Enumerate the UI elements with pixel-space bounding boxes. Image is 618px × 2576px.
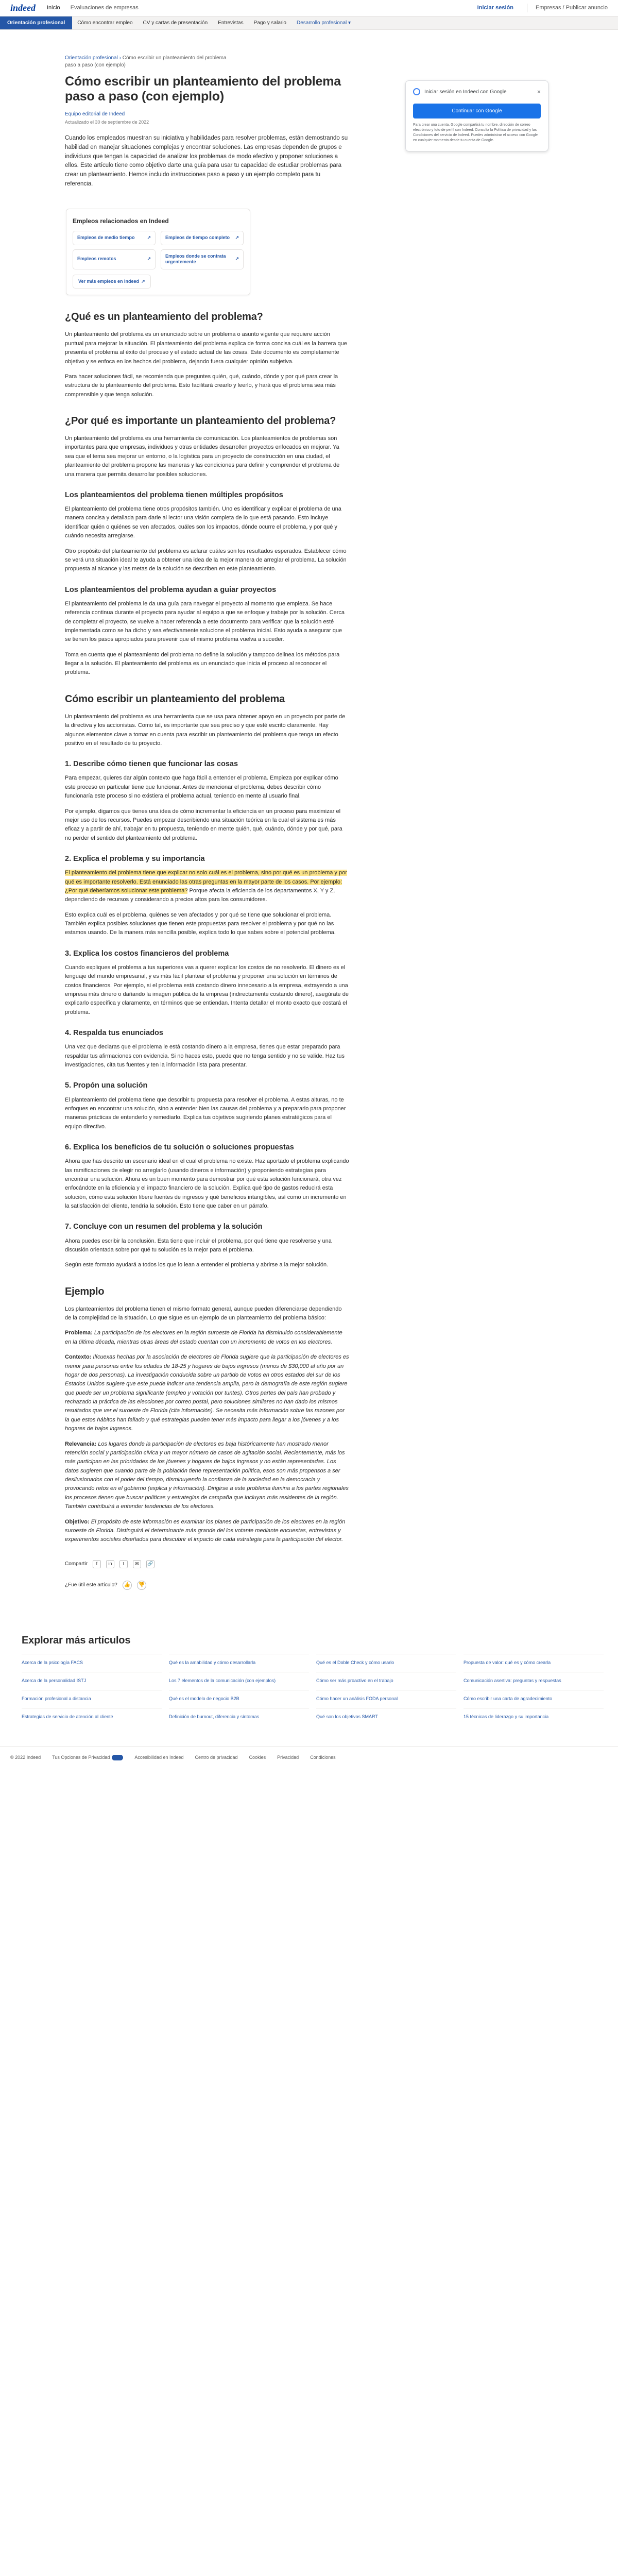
tab-career-development[interactable]: Desarrollo profesional ▾ (297, 20, 351, 26)
explore-link[interactable]: Cómo hacer un análisis FODA personal (316, 1690, 456, 1708)
highlighted-text: El planteamiento del problema tiene que explicar no solo cuál es el problema, sino por qué es un problema y por qué es importante resolverlo. Está enunciado las otras preguntas en la mayor parte de los casos. Por ejemplo: ¿Por qué deberíamos solucionar este problema? (65, 870, 347, 894)
paragraph: Un planteamiento del problema es una herramienta de comunicación. Los planteamientos de problemas son importantes para que empresas, individuos y otras entidades desarrollen proyectos enfocados en mejorar. Ya sea que el tema sea mejorar un entorno, o la logística para un proyecto de construcción en una ciudad, el planteamiento del problema propone las maneras y las condiciones para definir y comprender el problema de una manera que permita desarrollar posibles soluciones. (65, 435, 340, 478)
copyright: © 2022 Indeed (10, 1755, 41, 1760)
privacy-center-link[interactable]: Centro de privacidad (195, 1755, 238, 1760)
paragraph: Según este formato ayudará a todos los que lo lean a entender el problema y abrirse a la mejor solución. (65, 1262, 329, 1268)
breadcrumb-home[interactable]: Orientación profesional (65, 55, 118, 61)
paragraph: Para hacer soluciones fácil, se recomienda que preguntes quién, qué, cuándo, dónde y por qué para crear la estructura de tu planteamiento del problema. Esto facilitará crearlo y leerlo, y hará que el problema sea más comprensible y que tenga solución. (65, 373, 338, 398)
page-footer (0, 1747, 618, 1769)
example-text: El propósito de este información es examinar los planes de participación de los electores en la región suroeste de Florida. Distinguirá el determinante más grande del los votante mediante encuestas, entrevistas y experimentos sociales diseñados para descubrir el impacto de cada estrategia para la participación del elector. (65, 1518, 346, 1543)
share-label: Compartir (65, 1561, 88, 1567)
breadcrumb-current: Cómo escribir un planteamiento del problema paso a paso (con ejemplo) (65, 55, 227, 68)
tab-resumes[interactable]: CV y cartas de presentación (143, 20, 208, 26)
breadcrumb (65, 55, 235, 69)
career-guide-nav (0, 16, 618, 30)
tab-pay[interactable]: Pago y salario (253, 20, 286, 26)
top-header (0, 0, 618, 16)
google-card-header (413, 87, 541, 96)
cookies-link[interactable]: Cookies (249, 1755, 266, 1760)
privacy-choices-label: Tus Opciones de Privacidad (52, 1755, 110, 1760)
explore-link[interactable]: 15 técnicas de liderazgo y su importancia (464, 1708, 604, 1726)
explore-link[interactable]: Formación profesional a distancia (22, 1690, 162, 1708)
explore-link[interactable]: Comunicación asertiva: preguntas y respuestas (464, 1672, 604, 1690)
step-heading: 2. Explica el problema y su importancia (65, 855, 205, 863)
related-jobs-box (66, 209, 250, 296)
twitter-icon[interactable]: t (119, 1560, 128, 1568)
paragraph: Un planteamiento del problema es una herramienta que se usa para obtener apoyo en un proyecto por parte de la directiva y los accionistas. Como tal, es importante que sea preciso y que esté escrito claramente. Hay algunos elementos clave a tomar en cuenta para escribir un planteamiento del problema que tenga un efecto positivo en el resultado de tu proyecto. (65, 713, 346, 747)
privacy-choices-link[interactable] (52, 1754, 123, 1761)
tab-find-job[interactable]: Cómo encontrar empleo (77, 20, 133, 26)
sign-in-link[interactable]: Iniciar sesión (477, 5, 513, 11)
article (65, 30, 349, 1590)
more-jobs-button[interactable] (73, 275, 151, 289)
paragraph: Toma en cuenta que el planteamiento del problema no define la solución y tampoco delinea los métodos para llegar a la solución. El planteamiento del problema es un enunciado que inicia el proceso al reconocer el problema. (65, 651, 340, 676)
step-heading: 1. Describe cómo tienen que funcionar las cosas (65, 760, 238, 769)
step-heading: 4. Respalda tus enunciados (65, 1029, 163, 1038)
paragraph: Ahora puedes escribir la conclusión. Esta tiene que incluir el problema, por qué tiene que resolverse y una discusión orientada sobre por qué tu solución es la mejor para el problema. (65, 1238, 332, 1253)
paragraph: Una vez que declaras que el problema le está costando dinero a la empresa, tienes que estar preparado para respaldar tus afirmaciones con evidencia. Si no haces esto, puede que no tenga sentido y no se valide. Haz tus investigaciones, cita tus fuentes y ten la información lista para presentar. (65, 1044, 345, 1069)
section-heading: ¿Qué es un planteamiento del problema? (65, 311, 263, 323)
facebook-icon[interactable]: f (93, 1560, 101, 1568)
subsection-heading: Los planteamientos del problema ayudan a guiar proyectos (65, 585, 277, 594)
nav-company-reviews[interactable]: Evaluaciones de empresas (70, 5, 139, 11)
top-right (477, 4, 608, 12)
close-icon[interactable]: × (537, 88, 541, 95)
linkedin-icon[interactable]: in (106, 1560, 114, 1568)
related-jobs-title: Empleos relacionados en Indeed (73, 217, 169, 225)
accessibility-link[interactable]: Accesibilidad en Indeed (134, 1755, 184, 1760)
breadcrumb-separator: › (117, 55, 123, 61)
example-label: Problema: (65, 1330, 93, 1336)
paragraph: Otro propósito del planteamiento del problema es aclarar cuáles son los resultados esperados. Establecer cómo se verá una situación ideal te ayuda a obtener una idea de la mejor manera de arreglar el problema. La solución propuesta al alcance y las metas de la solución se describen en este planteamiento. (65, 548, 347, 572)
example-label: Relevancia: (65, 1440, 97, 1447)
google-signin-card (405, 80, 548, 151)
paragraph: El planteamiento del problema tiene que describir tu propuesta para resolver el problema. A estas alturas, no te enfoques en encontrar una solución, sino a entender bien las causas del problema y a prepararlo para proponer maneras prácticas de entenderlo y remediarlo. Explica tus objetivos sugiriendo planes estratégicos para el equipo directivo. (65, 1096, 346, 1130)
step-heading: 6. Explica los beneficios de tu solución o soluciones propuestas (65, 1143, 294, 1152)
example-text: Ilícuexas hechas por la asociación de electores de Florida sugiere que la participación de electores es menor para personas entre los edades de 18-25 y hogares de bajos ingresos (menos de $30,000 al año por un hogar de dos personas). La investigación conducida sobre un partido de votos en otros estados del sur de los Estados Unidos sugiere que este puede indicar una tendencia amplia, pero la demografía de este región sugiere que puede ser un problema significante (empleo y votación por tuntes). Otros partes del país han probado y rechazado la práctica de las elecciones por correo postal, pero soluciones similares no han dado los mismos resultados que ver el suroeste de Florida (cita información). Se necesita más información sobre las razones por la que estos hábitos han fallado y qué estrategias pueden tener más impacto para llegar a los jóvenes y a los hogares de bajos ingresos. (65, 1354, 349, 1432)
paragraph: Ahora que has descrito un escenario ideal en el cual el problema no existe. Haz aportado el problema explicando las ramificaciones de elegir no arreglarlo (usando dineros e información) y proponiendo estrategias para encontrar una solución. Ahora es un buen momento para demostrar por qué esta solución funcionará, otra vez enfocándote en la eficiencia y el impacto financiero de la solución. Explica qué tipo de gastos reducirá esta solución, cómo esta solución libere fuentes de ingresos y qué beneficios intangibles, así como un incremento en la satisfacción del cliente, tendría la solución. Esto tiene que caber en un párrafo. (65, 1158, 349, 1210)
related-job-chip[interactable] (73, 231, 156, 245)
step-heading: 5. Propón una solución (65, 1081, 148, 1090)
related-jobs-grid (73, 231, 244, 269)
thumbs-up-icon[interactable]: 👍 (123, 1581, 132, 1590)
related-job-label: Empleos donde se contrata urgentemente (165, 253, 226, 265)
more-jobs-label: Ver más empleos en Indeed (78, 278, 140, 284)
section-heading: Ejemplo (65, 1285, 105, 1297)
google-icon (413, 88, 420, 95)
explore-link[interactable]: Acerca de la personalidad ISTJ (22, 1672, 162, 1690)
intro-paragraph: Cuando los empleados muestran su iniciativa y habilidades para resolver problemas, están demostrando su habilidad en manejar situaciones complejas y encontrar soluciones. Las empresas dependen de grupos e individuos que tengan la capacidad de analizar los problemas de modo efectivo y proponer soluciones a ellos. Este artículo tiene como objetivo darte una guía para usar tu capacidad de estudiar problemas para crear un planteamiento. Hemos incluido instrucciones paso a paso y un ejemplo completo para tu referencia. (65, 135, 348, 188)
google-card-title: Iniciar sesión en Indeed con Google (424, 89, 507, 95)
external-link-icon: ↗ (147, 256, 151, 262)
explore-link[interactable]: Cómo ser más proactivo en el trabajo (316, 1672, 456, 1690)
explore-link[interactable]: Acerca de la psicología FACS (22, 1654, 162, 1672)
paragraph: Esto explica cuál es el problema, quiénes se ven afectados y por qué se tiene que solucionar el problema. También explica posibles soluciones que tienen este propuestas para resolver el problema y por qué no las estamos usando. De la manera más sencilla posible, explica todo lo que sabes sobre el potencial problema. (65, 911, 336, 936)
explore-link[interactable]: Los 7 elementos de la comunicación (con ejemplos) (169, 1672, 309, 1690)
share-bar (65, 1560, 349, 1568)
external-link-icon: ↗ (141, 278, 145, 284)
section-heading: Cómo escribir un planteamiento del problema (65, 693, 285, 705)
paragraph: Por ejemplo, digamos que tienes una idea de cómo incrementar la eficiencia en un proceso para maximizar el mejor uso de los recursos. Puedes empezar describiendo una situación teórica en la cual el sistema es más eficaz y a partir de ahí, trabajar en tu propuesta, teniendo en mente quién, qué, cuándo, dónde y por qué, para no perder el sentido del planteamiento del problema. (65, 808, 342, 841)
section-heading: ¿Por qué es importante un planteamiento del problema? (65, 415, 336, 427)
paragraph (65, 869, 349, 905)
step-heading: 7. Concluye con un resumen del problema y la solución (65, 1223, 263, 1231)
paragraph: El planteamiento del problema tiene otros propósitos también. Uno es identificar y explicar el problema de una manera concisa y detallada para darle al lector una visión completa de lo que está pasando. Esto incluye identificar quién o quiénes se ven afectados, cuáles son los impactos, dónde ocurre el problema, y por qué y cuándo necesita arreglarse. (65, 506, 341, 539)
example-section (65, 1285, 349, 1545)
explore-link[interactable]: Estrategias de servicio de atención al cliente (22, 1708, 162, 1726)
explore-link[interactable]: Qué es la amabilidad y cómo desarrollarla (169, 1654, 309, 1672)
continue-google-button[interactable]: Continuar con Google (413, 104, 541, 118)
explore-link[interactable]: Definición de burnout, diferencia y síntomas (169, 1708, 309, 1726)
paragraph: El planteamiento del problema le da una guía para navegar el proyecto al momento que empieza. Se hace referencia continua durante el proyecto para ayudar al equipo a que se enfoque y trabaje por la solución. Cerca de completar el proyecto, se vuelve a hacer referencia a este documento para verificar que la solución esté implementada como se ha dicho y sea efectivamente solucione el problema inicial. Esto ayuda a asegurar que se tienen los pasos apropiados para prevenir que el mismo problema vuelva a suceder. (65, 600, 345, 643)
related-job-label: Empleos de tiempo completo (165, 234, 230, 240)
external-link-icon: ↗ (235, 256, 239, 262)
indeed-logo[interactable]: indeed (10, 3, 36, 13)
explore-link[interactable]: Qué son los objetivos SMART (316, 1708, 456, 1726)
tab-interviews[interactable]: Entrevistas (218, 20, 244, 26)
privacy-link[interactable]: Privacidad (277, 1755, 299, 1760)
email-icon[interactable]: ✉ (133, 1560, 141, 1568)
related-job-label: Empleos de medio tiempo (77, 234, 135, 240)
paragraph: Un planteamiento del problema es un enunciado sobre un problema o asunto vigente que requiere acción puntual para mejorar la situación. El planteamiento del problema explica de forma concisa cuál es la barrera que presenta el problema al éxito del proceso y el estado actual de las cosas. Este documento es completamente objetivo y se enfoca en los hechos del problema, dejando fuera cualquier opinión subjetiva. (65, 331, 347, 365)
top-nav (47, 4, 139, 12)
google-card-disclaimer: Para crear una cuenta, Google compartirá tu nombre, dirección de correo electrónico y foto de perfil con Indeed. Consulta la Política de privacidad y las Condiciones del servicio de Indeed. Puedes administrar el acceso con Google en cualquier momento desde tu cuenta de Google. (413, 123, 538, 143)
example-label: Contexto: (65, 1354, 92, 1361)
example-text: Los lugares donde la participación de electores es baja históricamente han mostrado menor retención social y participación cívica y un mayor número de casos de agitación social. Recientemente, más los más participan en las prioridades de los jóvenes y hogares de bajos ingresos y no están representadas. Los datos sugieren que cuando parte de la población tiene representación política, esos son más propensos a ser desilusionados con el poder del tiempo, disminuyendo la confianza de la sociedad en la democracia y provocando retos en el gobierno (explica y información). Dirigirse a este problema ilumina a los partes regionales los procesos tienen que buscar políticas y estrategias de campaña que incluyan más residentes de la región. También contribuirá a entender tendencias de los electores. (65, 1440, 349, 1510)
explore-articles (0, 1634, 618, 1747)
external-link-icon: ↗ (147, 234, 151, 240)
terms-link[interactable]: Condiciones (310, 1755, 336, 1760)
explore-link[interactable]: Qué es el Doble Check y cómo usarlo (316, 1654, 456, 1672)
example-context (65, 1353, 349, 1433)
explore-grid (22, 1654, 618, 1726)
privacy-toggle-icon (112, 1755, 123, 1760)
example-text: La participación de los electores en la región suroeste de Florida ha disminuido considerablemente en la última década, mientras otras áreas del estado cuentan con un incremento de votos en los electores. (65, 1330, 342, 1345)
related-job-chip[interactable] (161, 231, 244, 245)
nav-home[interactable]: Inicio (47, 5, 60, 11)
author-link[interactable]: Equipo editorial de Indeed (65, 111, 125, 117)
explore-link[interactable]: Qué es el modelo de negocio B2B (169, 1690, 309, 1708)
example-objective (65, 1518, 349, 1545)
employers-link[interactable]: Empresas / Publicar anuncio (527, 4, 608, 12)
page-title: Cómo escribir un planteamiento del problema paso a paso (con ejemplo) (65, 74, 341, 104)
paragraph: Para empezar, quieres dar algún contexto que haga fácil a entender el problema. Empieza por explicar cómo este proceso en particular tiene que funcionar. Antes de mencionar el problema, debes describir cómo funcionaría este proceso si no existiera el problema actual, teniendo en mente al usuario final. (65, 775, 338, 800)
updated-date: Actualizado el 30 de septiembre de 2022 (65, 119, 149, 125)
related-job-chip[interactable] (161, 249, 244, 269)
feedback-bar (65, 1581, 349, 1590)
external-link-icon: ↗ (235, 234, 239, 240)
explore-link[interactable]: Propuesta de valor: qué es y cómo crearla (464, 1654, 604, 1672)
example-label: Objetivo: (65, 1518, 90, 1525)
explore-title: Explorar más artículos (22, 1634, 131, 1646)
example-relevance (65, 1440, 349, 1512)
paragraph-text: Porque afecta la eficiencia de los departamentos X, Y y Z, dependiendo de recursos y considerando a precios altos para los consumidores. (65, 887, 335, 903)
feedback-question: ¿Fue útil este artículo? (65, 1582, 117, 1588)
copy-link-icon[interactable]: 🔗 (146, 1560, 154, 1568)
paragraph: Los planteamientos del problema tienen el mismo formato general, aunque pueden diferenciarse dependiendo de la complejidad de la situación. Lo que sigue es un ejemplo de un planteamiento del problema básico: (65, 1306, 342, 1321)
explore-link[interactable]: Cómo escribir una carta de agradecimiento (464, 1690, 604, 1708)
step-heading: 3. Explica los costos financieros del problema (65, 949, 229, 958)
tab-career-guide[interactable]: Orientación profesional (0, 16, 72, 29)
related-job-chip[interactable] (73, 249, 156, 269)
subsection-heading: Los planteamientos del problema tienen múltiples propósitos (65, 490, 283, 499)
paragraph: Cuando expliques el problema a tus superiores vas a querer explicar los costos de no resolverlo. El dinero es el lenguaje del mundo empresarial, y es más fácil plantear el problema y proponer una solución en términos de costos financieros. Por ejemplo, si el problema está costando dinero innecesario a la empresa, extrayendo a una empresa más dinero o dañando la imagen pública de la empresa (indirectamente costando dinero), asegúrate de explicarlo específica y claramente, en términos que se entiendan. Intenta detallar el monto exacto que costará el problema. (65, 964, 349, 1015)
thumbs-down-icon[interactable]: 👎 (137, 1581, 146, 1590)
related-job-label: Empleos remotos (77, 256, 116, 262)
example-problem (65, 1329, 349, 1347)
